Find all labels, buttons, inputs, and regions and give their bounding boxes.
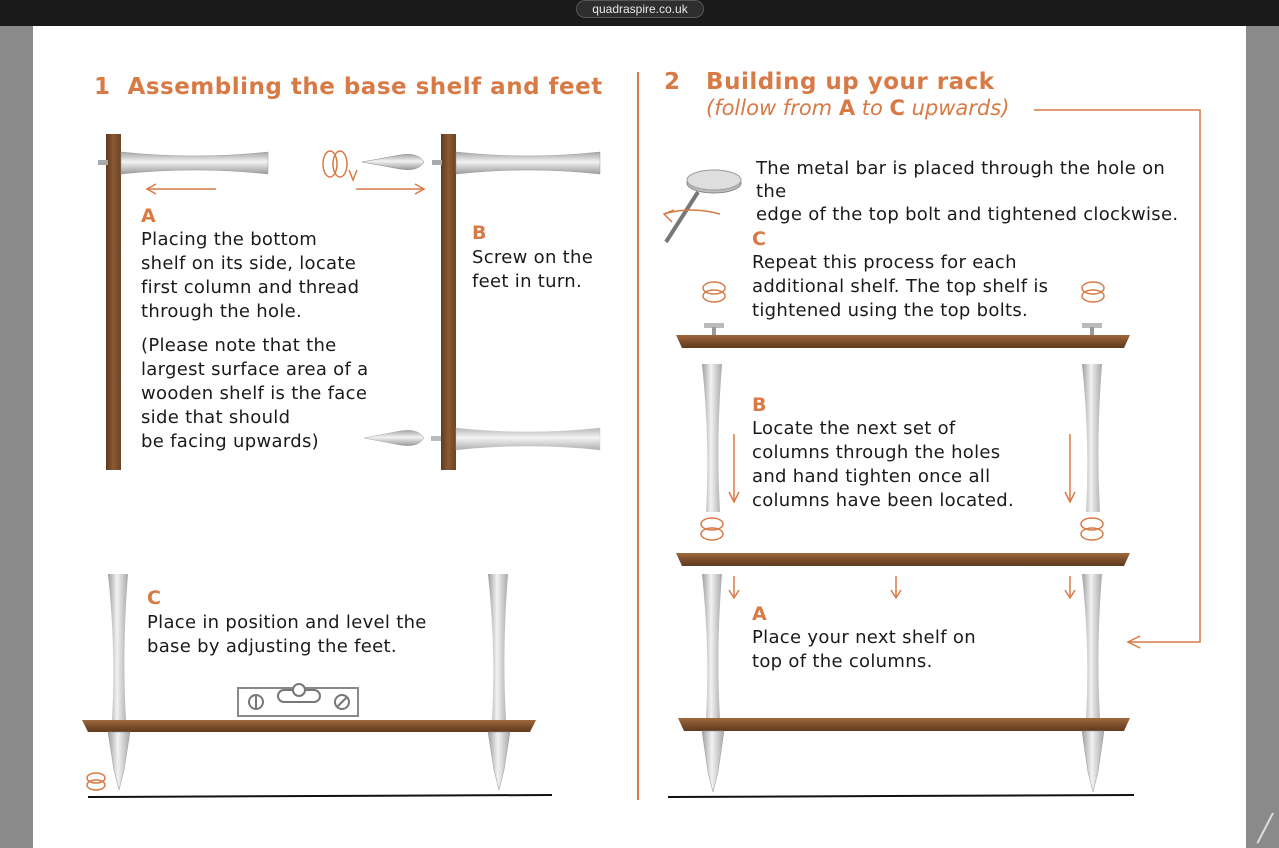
step1a-letter: A — [141, 205, 156, 227]
step2b-text: Locate the next set of columns through the holes and hand tighten once all columns have been located. — [752, 418, 1014, 511]
section1-number: 1 — [94, 74, 111, 100]
step1b-letter: B — [472, 222, 487, 244]
bar-note: The metal bar is placed through the hole on the edge of the top bolt and tightened clockwise. — [756, 158, 1179, 225]
subtitle-a: A — [838, 96, 856, 120]
section2-number: 2 — [664, 69, 681, 95]
section1-title — [94, 74, 603, 100]
section2-subtitle — [706, 96, 1009, 120]
subtitle-c: C — [889, 96, 905, 120]
step2a-text: Place your next shelf on top of the columns. — [752, 627, 976, 672]
step2a-letter: A — [752, 603, 767, 625]
resize-handle-icon[interactable]: ╱ — [1257, 814, 1273, 844]
url-pill[interactable]: quadraspire.co.uk — [576, 0, 704, 18]
step1b-text: Screw on the feet in turn. — [472, 247, 594, 292]
step1a-text: Placing the bottom shelf on its side, locate first column and thread through the hole. — [141, 229, 360, 322]
section2-title-text: Building up your rack — [706, 69, 995, 95]
section2-title — [664, 69, 995, 95]
subtitle-pre: (follow from — [706, 96, 839, 120]
step1c-text: Place in position and level the base by adjusting the feet. — [147, 612, 427, 657]
step1c-letter: C — [147, 587, 161, 609]
section-divider — [637, 72, 639, 800]
section1-title-text: Assembling the base shelf and feet — [127, 74, 603, 100]
step2c-letter: C — [752, 228, 766, 250]
subtitle-mid: to — [855, 96, 890, 120]
step2c-text: Repeat this process for each additional shelf. The top shelf is tightened using the top bolts. — [752, 252, 1049, 321]
step2b-letter: B — [752, 394, 767, 416]
subtitle-post: upwards) — [904, 96, 1010, 120]
step1a-note: (Please note that the largest surface area of a wooden shelf is the face side that should be facing upwards) — [141, 335, 369, 452]
